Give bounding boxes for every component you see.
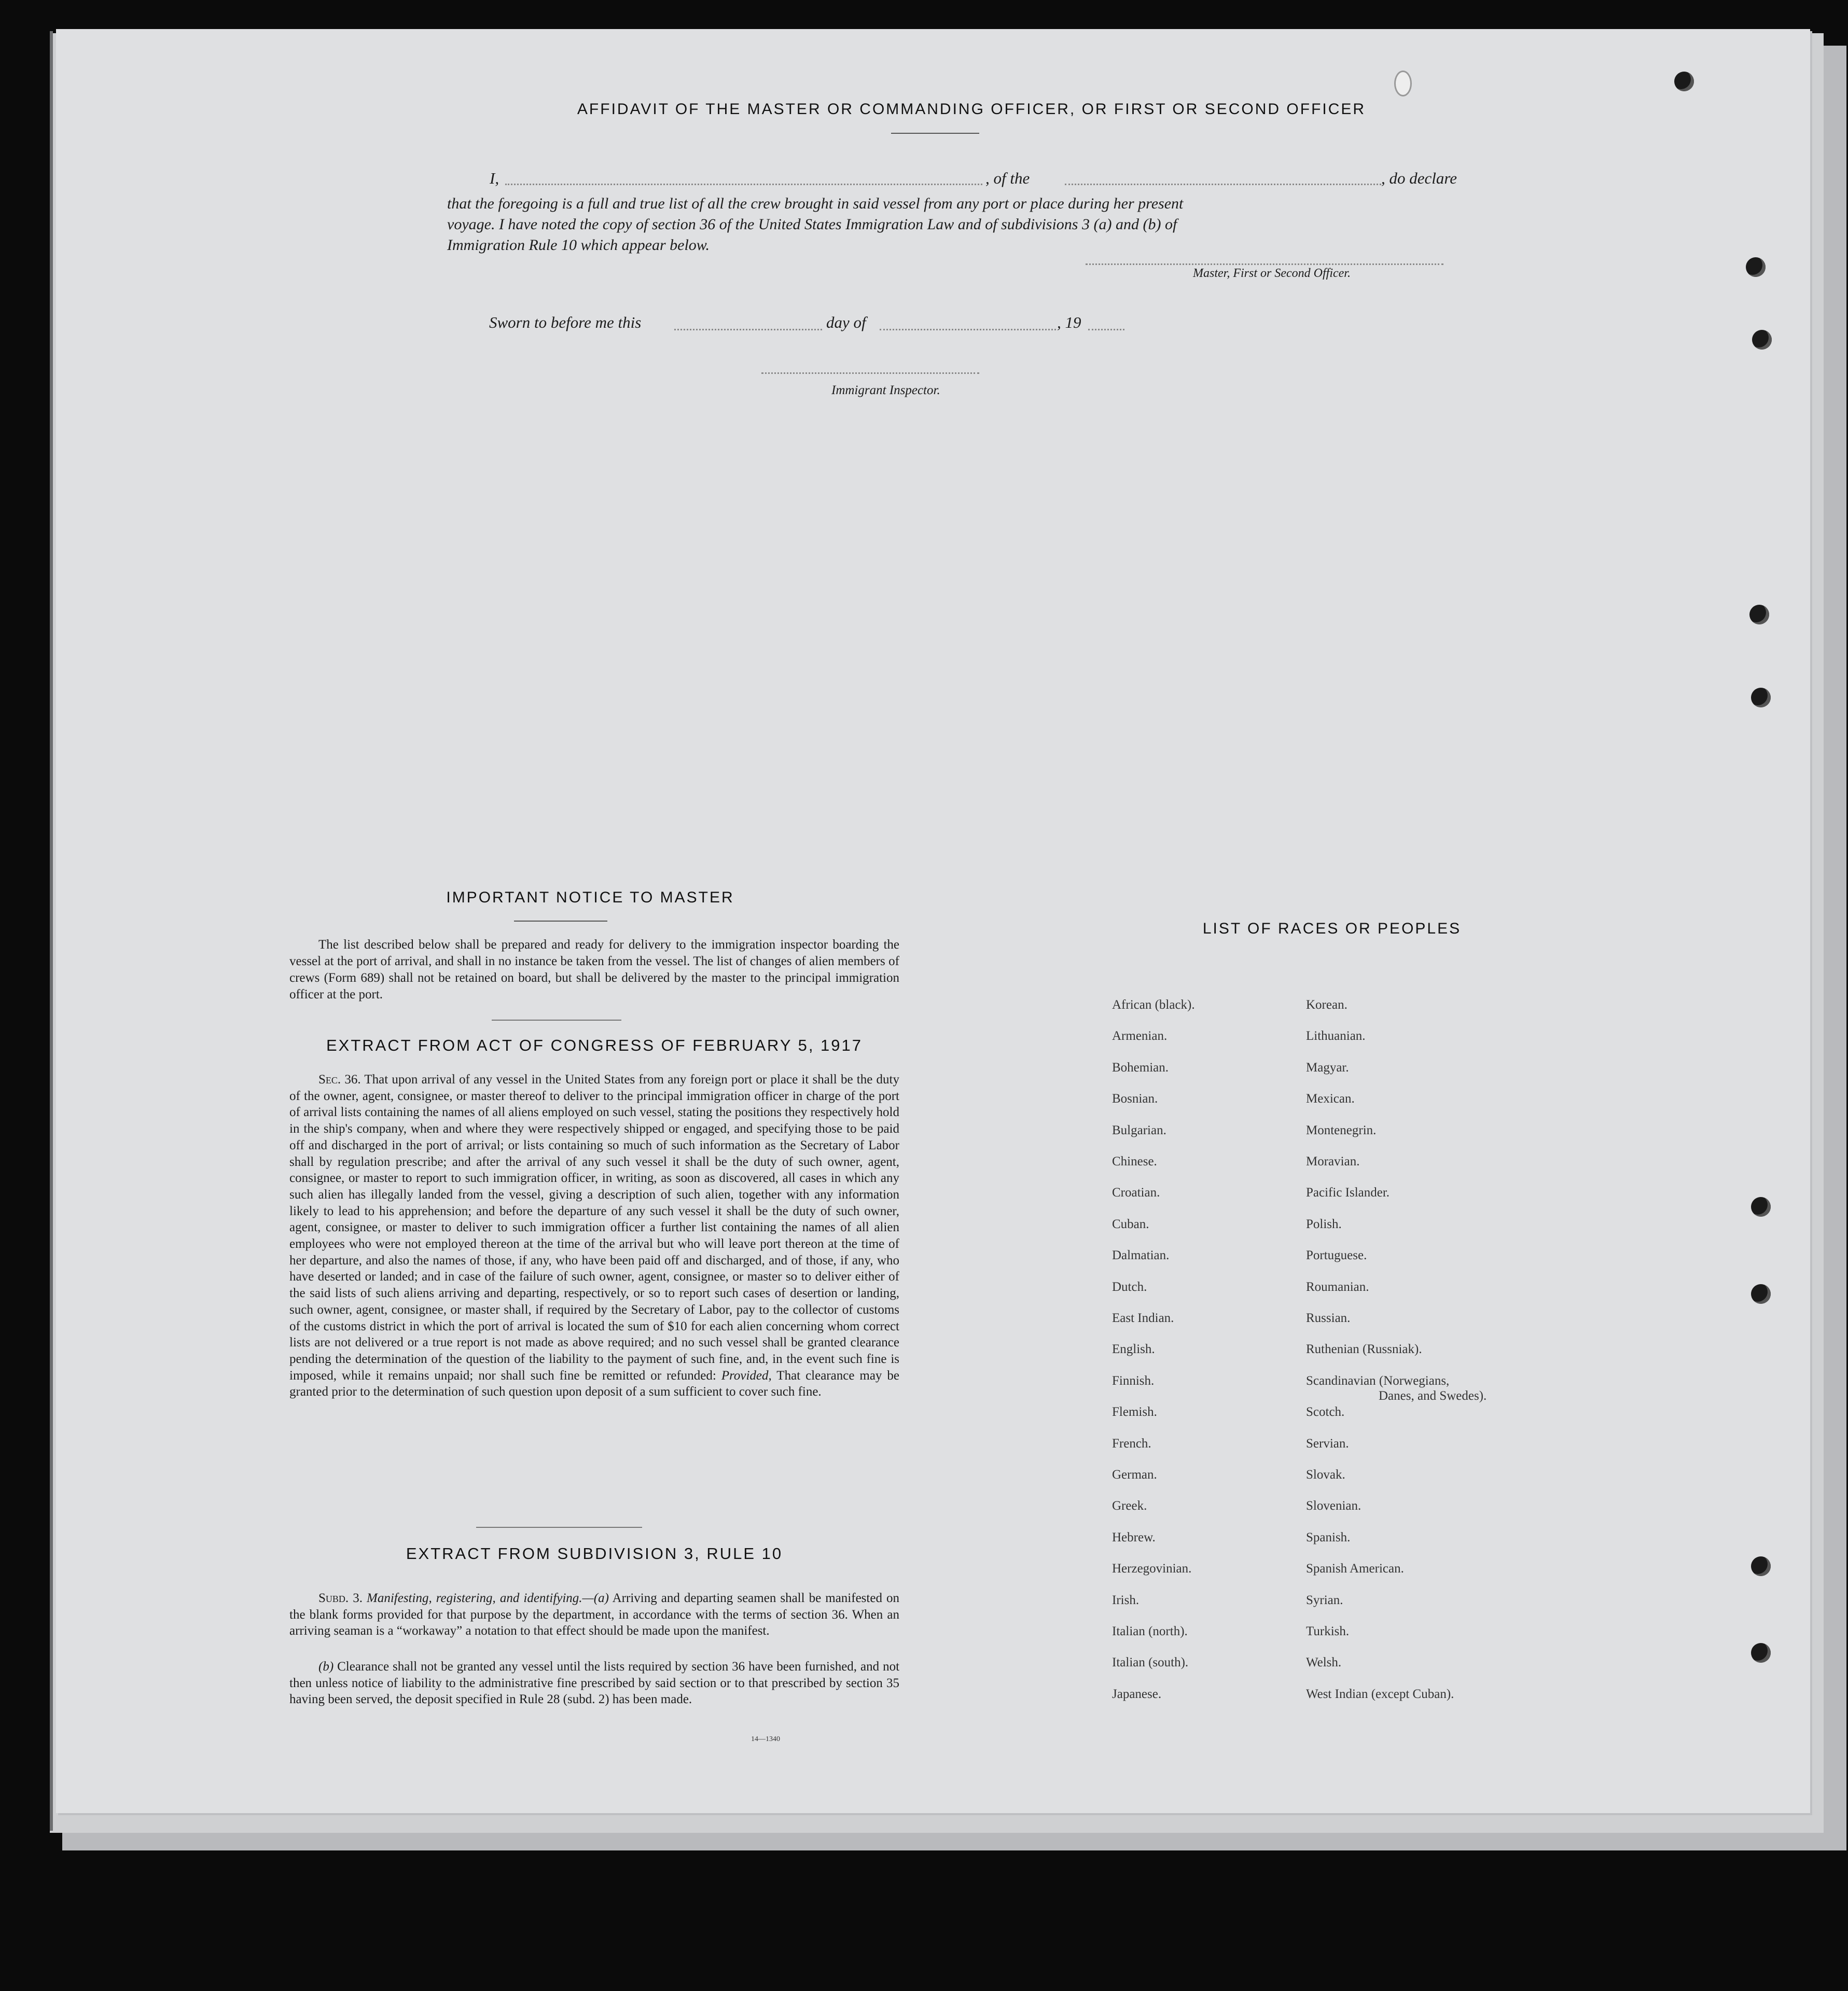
form-number: 14—1340 [751,1735,780,1743]
affidavit-title: AFFIDAVIT OF THE MASTER OR COMMANDING OFFICER, OR FIRST OR SECOND OFFICER [577,101,1366,118]
race-item: Montenegrin. [1306,1123,1377,1137]
race-item: Spanish. [1306,1530,1351,1544]
punch-hole [1746,257,1766,277]
race-item: Slovak. [1306,1468,1345,1482]
punch-hole [1394,71,1412,96]
race-item: Cuban. [1112,1217,1149,1231]
race-item: Magyar. [1306,1060,1349,1075]
race-item: Syrian. [1306,1593,1343,1607]
act-section-36 [289,1071,899,1400]
affidavit-i-label: I, [490,169,499,187]
day-of-label: day of [826,313,866,331]
race-item: Polish. [1306,1217,1342,1231]
race-item-continuation: Danes, and Swedes). [1379,1389,1487,1403]
rule10-subd-b [289,1659,899,1708]
divider [514,921,607,922]
races-title: LIST OF RACES OR PEOPLES [1202,920,1462,937]
notice-body: The list described below shall be prepared and ready for delivery to the immigration inspector boarding the vessel at the port of arrival, and shall in no instance be taken from the vessel. The list of changes of alien members of crews (Form 689) shall not be retained on board, but shall be delivered by the master to the principal immigration officer at the port. [289,938,899,1001]
subd-b-label: (b) [318,1660,334,1674]
divider [476,1527,642,1528]
notice-title: IMPORTANT NOTICE TO MASTER [446,889,734,906]
race-item: Italian (south). [1112,1655,1189,1670]
race-item: Lithuanian. [1306,1029,1366,1043]
race-item: French. [1112,1436,1151,1451]
race-item: Flemish. [1112,1405,1157,1419]
sworn-text: Sworn to before me this [489,313,642,331]
race-item: German. [1112,1468,1157,1482]
race-item: Ruthenian (Russniak). [1306,1342,1422,1357]
race-item: Russian. [1306,1311,1351,1325]
year-prefix: , 19 [1057,313,1081,331]
subd-b-text: Clearance shall not be granted any vessel until the lists required by section 36 have been furnished, and not then unless notice of liability to the administrative fine prescribed by said section or to that prescribed by section 35 having been served, the deposit specified in Rule 28 (subd. 2) has been made. [289,1660,900,1706]
race-item: Bosnian. [1112,1092,1158,1106]
rule10-subd-a [289,1590,899,1639]
punch-hole [1751,1643,1771,1663]
name-blank[interactable] [505,184,982,185]
act-title: EXTRACT FROM ACT OF CONGRESS OF FEBRUARY 5, 1917 [326,1036,863,1054]
race-item: East Indian. [1112,1311,1174,1325]
divider [891,133,979,134]
affidavit-do-declare: , do declare [1381,169,1457,187]
signature-label: Master, First or Second Officer. [1193,267,1351,280]
race-item: Spanish American. [1306,1562,1404,1576]
race-item: Hebrew. [1112,1530,1156,1544]
race-item: Italian (north). [1112,1624,1188,1638]
race-item: Irish. [1112,1593,1140,1607]
affidavit-line-4: Immigration Rule 10 which appear below. [447,236,710,254]
signature-blank[interactable] [1086,263,1443,265]
race-item: English. [1112,1342,1155,1357]
affidavit-line-2: that the foregoing is a full and true list of all the crew brought in said vessel from any port or place during her present [447,195,1184,212]
provided-word: Provided, [721,1368,772,1383]
rule10-title: EXTRACT FROM SUBDIVISION 3, RULE 10 [406,1544,783,1563]
punch-hole [1752,330,1772,350]
form-page [56,29,1810,1813]
punch-hole [1751,1284,1771,1304]
inspector-label: Immigrant Inspector. [831,383,940,397]
binding-edge [50,31,53,1831]
section-label: Sec. 36. [318,1073,361,1087]
race-item: Mexican. [1306,1092,1355,1106]
sworn-year-blank[interactable] [1088,329,1124,330]
race-item: Turkish. [1306,1624,1350,1638]
race-item: Korean. [1306,998,1347,1012]
race-item: Japanese. [1112,1687,1162,1701]
section-36-text-end: That clearance may be granted prior to the determination of such question upon deposit of a sum sufficient to cover such fine. [289,1368,899,1399]
race-item: Dalmatian. [1112,1248,1170,1263]
race-item: Welsh. [1306,1655,1342,1670]
divider [492,1020,621,1021]
race-item: African (black). [1112,998,1195,1012]
punch-hole [1751,688,1771,707]
punch-hole [1749,605,1769,624]
race-item: Bohemian. [1112,1060,1169,1075]
sworn-day-blank[interactable] [674,329,822,330]
race-item: Dutch. [1112,1279,1147,1294]
affidavit-line-3: voyage. I have noted the copy of section 36 of the United States Immigration Law and of subdivisions 3 (a) and (b) of [447,216,1177,233]
vessel-name-blank[interactable] [1065,184,1381,185]
section-36-text: That upon arrival of any vessel in the United States from any foreign port or place it shall be the duty of the owner, agent, consignee, or master thereof to deliver to the principal immigration officer in charge of the port of arrival lists containing the names of all aliens employed on such vessel, stating the positions they respectively hold in the ship's company, when and where they were respectively shipped or engaged, and specifying those to be paid off and discharged in the port of arrival; or lists containing so much of such information as the Secretary of Labor shall by regulation prescribe; and after the arrival of any such vessel it shall be the duty of such owner, agent, consignee, or master to report to such immigration officer, in writing, as soon as discovered, all cases in which any such alien has illegally landed from the vessel, giving a description of such alien, together with any information likely to lead to his apprehension; and before the departure of any such vessel it shall be the duty of such owner, agent, consignee, or master to deliver to such immigration officer a further list containing the names of all alien employees who were not employed thereon at the time of the arrival but who will leave port thereon at the time of her departure, and also the names of those, if any, who have been paid off and discharged, and of those, if any, who have deserted or landed; and in case of the failure of such owner, agent, consignee, or master so to deliver either of the said lists of such aliens arriving and departing, respectively, or so to report such cases of desertion or landing, such owner, agent, consignee, or master shall, if required by the Secretary of Labor, pay to the collector of customs of the customs district in which the port of arrival is located the sum of $10 for each alien concerning whom correct lists are not delivered or a true report is not made as above required; and no such vessel shall be granted clearance pending the determination of the question of the liability to the payment of such fine, and, in the event such fine is imposed, while it remains unpaid; nor shall such fine be remitted or refunded: [289,1073,899,1383]
race-item: Herzegovinian. [1112,1562,1192,1576]
inspector-signature-blank[interactable] [761,372,979,374]
subd-a-text: Arriving and departing seamen shall be manifested on the blank forms provided for that purpose by the department, in accordance with the terms of section 36. When an arriving seaman is a “workaway” a notation to that effect should be made upon the manifest. [289,1591,899,1638]
punch-hole [1674,72,1694,91]
punch-hole [1751,1197,1771,1217]
race-item: Croatian. [1112,1186,1160,1200]
race-item: Chinese. [1112,1154,1157,1168]
sworn-month-blank[interactable] [880,329,1056,330]
race-item: Scotch. [1306,1405,1345,1419]
punch-hole [1751,1556,1771,1576]
race-item: Pacific Islander. [1306,1186,1390,1200]
race-item: Slovenian. [1306,1499,1361,1513]
affidavit-of-the: , of the [985,169,1030,187]
subd-label: Subd. 3. [318,1591,363,1605]
race-item: Moravian. [1306,1154,1360,1168]
race-item: Finnish. [1112,1373,1155,1388]
race-item: Greek. [1112,1499,1147,1513]
race-item: Portuguese. [1306,1248,1367,1263]
subd-heading: Manifesting, registering, and identifying.—(a) [367,1591,609,1605]
race-item: Armenian. [1112,1029,1168,1043]
race-item: Roumanian. [1306,1279,1369,1294]
race-item: Servian. [1306,1436,1349,1451]
race-item: Scandinavian (Norwegians, [1306,1373,1450,1388]
race-item: West Indian (except Cuban). [1306,1687,1454,1701]
race-item: Bulgarian. [1112,1123,1166,1137]
